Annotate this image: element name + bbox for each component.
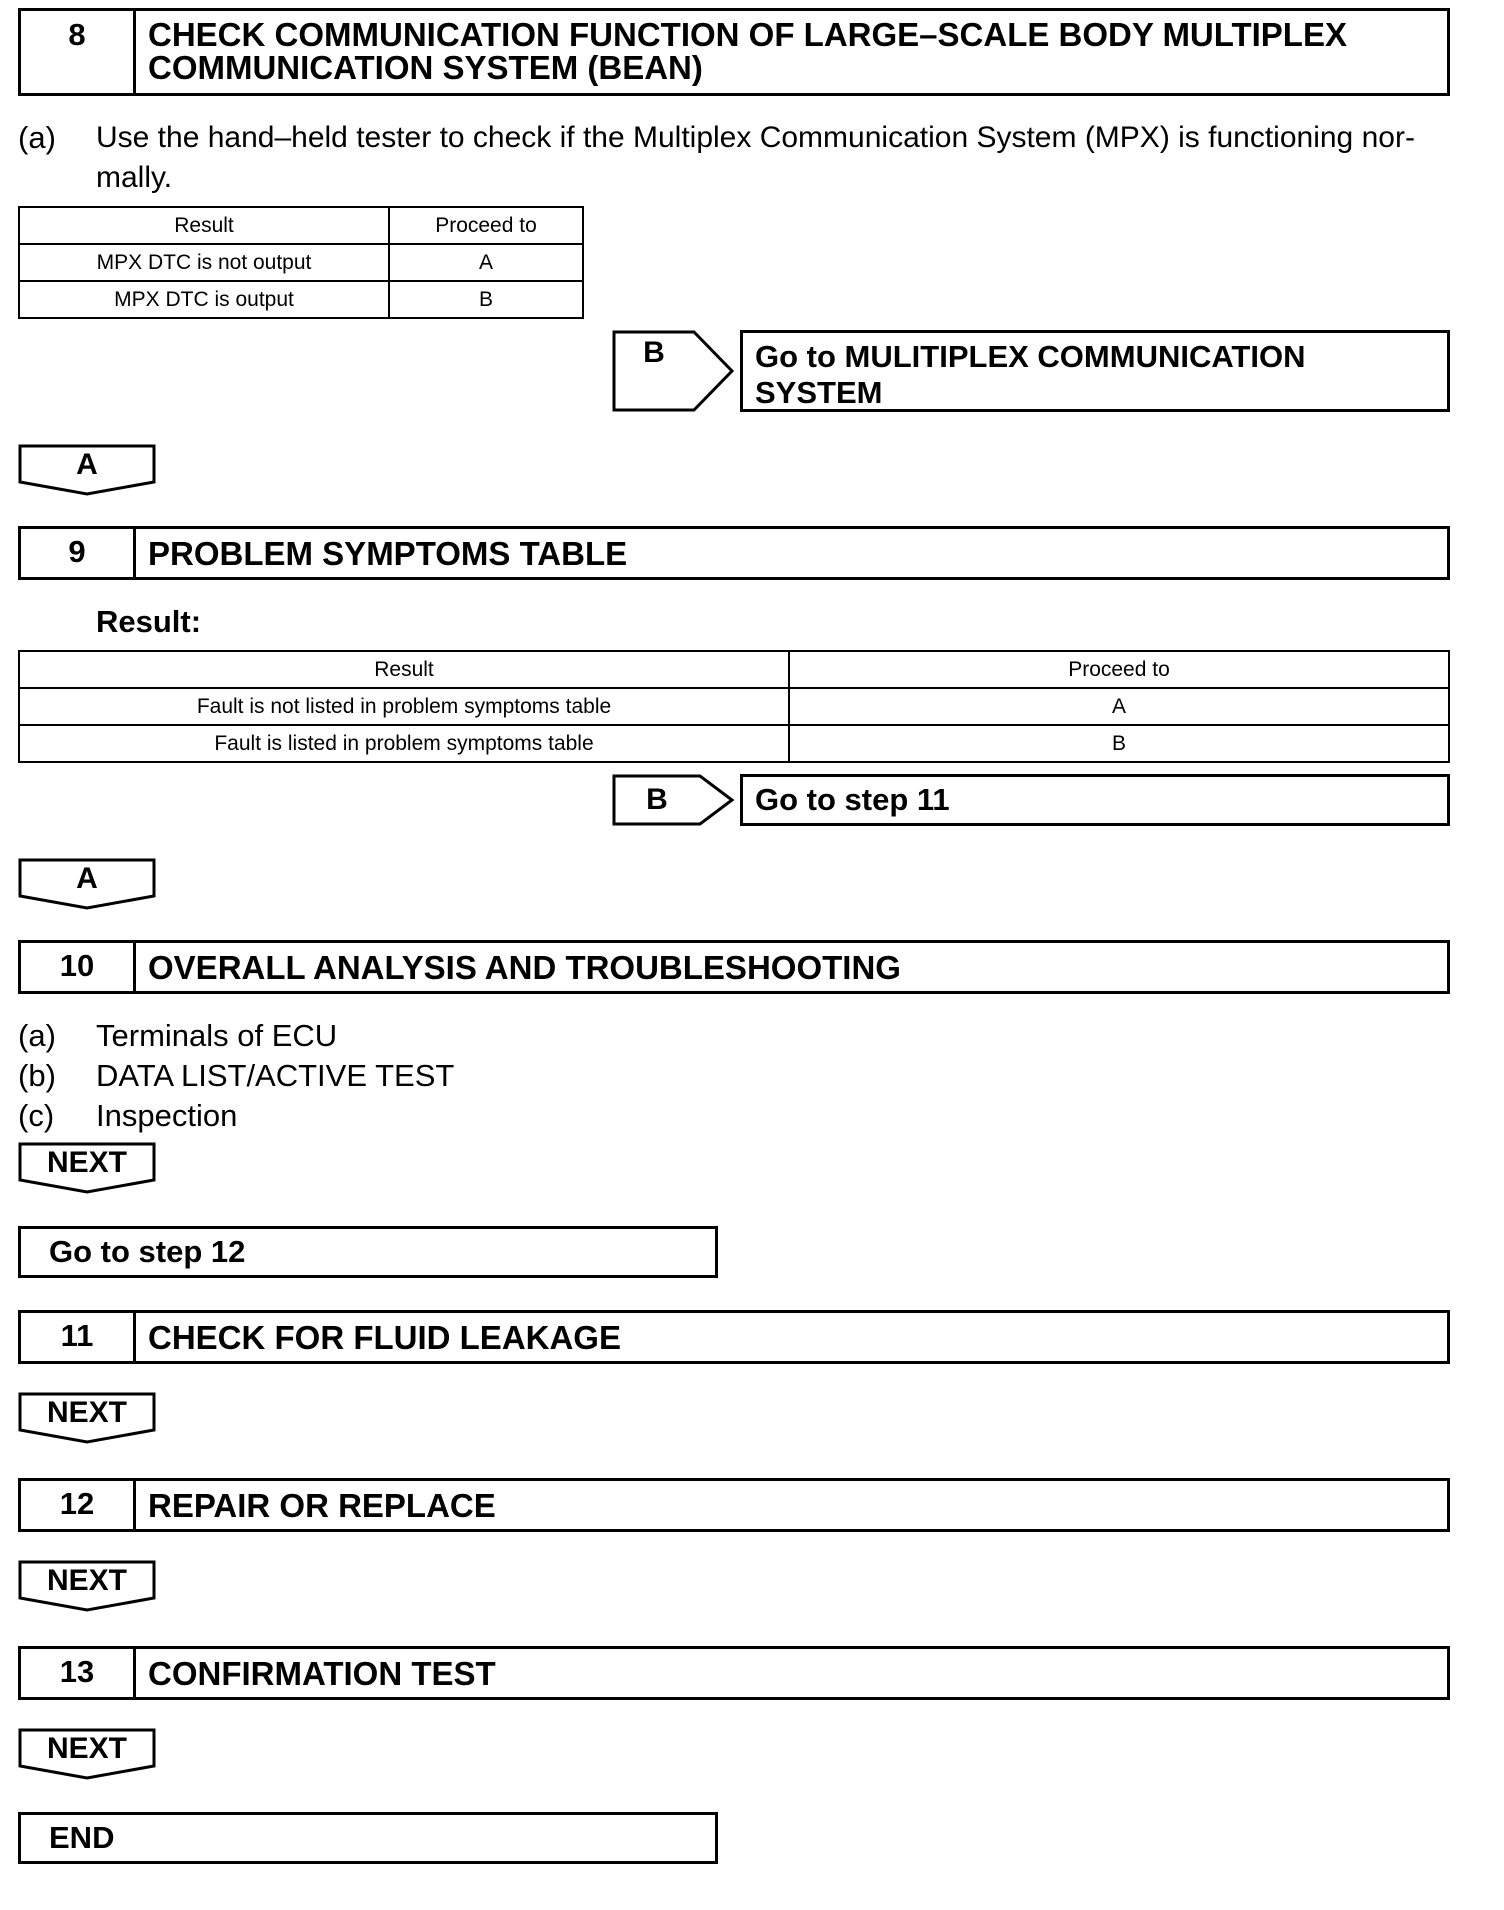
result-heading: Result: (96, 604, 202, 639)
step-9-result-table (18, 650, 1450, 763)
branch-a-label: A (76, 448, 98, 481)
table-row (19, 688, 1449, 725)
goto-step-12-text: Go to step 12 (49, 1234, 246, 1269)
list-item (18, 1016, 454, 1056)
table-header-cell: Result (19, 207, 389, 244)
end-label: END (49, 1820, 115, 1855)
step-8-result-table (18, 206, 584, 319)
step-title: OVERALL ANALYSIS AND TROUBLESHOOTING (148, 948, 901, 986)
step-13-header (18, 1646, 1450, 1700)
table-header-cell: Result (19, 651, 789, 688)
next-label: NEXT (46, 1396, 127, 1429)
table-cell: Fault is not listed in problem symptoms table (19, 688, 789, 725)
list-item (18, 1096, 454, 1136)
goto-step-12-box[interactable] (18, 1226, 718, 1278)
step-8-header (18, 8, 1450, 96)
table-header-row (19, 207, 583, 244)
step-number: 9 (21, 529, 136, 577)
next-down-arrow[interactable] (18, 1728, 156, 1780)
list-item-marker: (b) (18, 1058, 56, 1093)
branch-a-down-arrow[interactable] (18, 444, 156, 496)
branch-a-label: A (76, 862, 98, 895)
goto-step-11-text: Go to step 11 (755, 782, 950, 817)
step-10-header (18, 940, 1450, 994)
table-header-cell: Proceed to (389, 207, 583, 244)
table-cell: A (789, 688, 1449, 725)
next-label: NEXT (46, 1732, 127, 1765)
next-down-arrow[interactable] (18, 1560, 156, 1612)
next-label: NEXT (46, 1564, 127, 1597)
list-item-marker: (c) (18, 1098, 55, 1133)
table-cell: B (789, 725, 1449, 762)
next-label: NEXT (46, 1146, 127, 1179)
end-box (18, 1812, 718, 1864)
next-down-arrow[interactable] (18, 1142, 156, 1194)
table-cell: Fault is listed in problem symptoms table (19, 725, 789, 762)
step-title (136, 11, 1447, 93)
table-row (19, 281, 583, 318)
table-row (19, 244, 583, 281)
list-item-text: DATA LIST/ACTIVE TEST (96, 1058, 455, 1093)
list-item-text: Inspection (96, 1098, 238, 1133)
list-item-marker: (a) (18, 1018, 56, 1053)
list-item (18, 1056, 454, 1096)
table-cell: MPX DTC is output (19, 281, 389, 318)
table-header-cell: Proceed to (789, 651, 1449, 688)
goto-multiplex-communication-box[interactable] (740, 330, 1450, 412)
step-12-header (18, 1478, 1450, 1532)
step-title-line-2: COMMUNICATION SYSTEM (BEAN) (148, 49, 703, 86)
table-cell: B (389, 281, 583, 318)
branch-b-arrow[interactable] (612, 774, 736, 826)
goto-step-11-box[interactable] (740, 774, 1450, 826)
step-title: CONFIRMATION TEST (148, 1654, 496, 1692)
branch-b-arrow[interactable] (612, 330, 736, 412)
table-row (19, 725, 1449, 762)
step-title: CHECK FOR FLUID LEAKAGE (148, 1318, 621, 1356)
item-a-marker: (a) (18, 120, 56, 155)
branch-b-label: B (643, 336, 665, 369)
step-number: 13 (21, 1649, 136, 1697)
step-number: 11 (21, 1313, 136, 1361)
step-number: 8 (21, 11, 136, 93)
item-a-line-2: mally. (96, 161, 173, 194)
branch-b-label: B (646, 783, 668, 816)
goto-multiplex-text: Go to MULITIPLEX COMMUNICATION SYSTEM (755, 339, 1306, 410)
table-cell: A (389, 244, 583, 281)
item-a-text (96, 118, 1456, 198)
step-title: REPAIR OR REPLACE (148, 1486, 496, 1524)
next-down-arrow[interactable] (18, 1392, 156, 1444)
table-header-row (19, 651, 1449, 688)
step-number: 10 (21, 943, 136, 991)
step-number: 12 (21, 1481, 136, 1529)
step-10-item-list (18, 1016, 454, 1136)
step-11-header (18, 1310, 1450, 1364)
item-a-line-1: Use the hand–held tester to check if the Multiplex Communication System (MPX) is functioning nor- (96, 121, 1415, 154)
branch-a-down-arrow[interactable] (18, 858, 156, 910)
step-title-line-1: CHECK COMMUNICATION FUNCTION OF LARGE–SCALE BODY MULTIPLEX (148, 16, 1347, 53)
step-title: PROBLEM SYMPTOMS TABLE (148, 534, 628, 572)
list-item-text: Terminals of ECU (96, 1018, 338, 1053)
table-cell: MPX DTC is not output (19, 244, 389, 281)
step-9-header (18, 526, 1450, 580)
